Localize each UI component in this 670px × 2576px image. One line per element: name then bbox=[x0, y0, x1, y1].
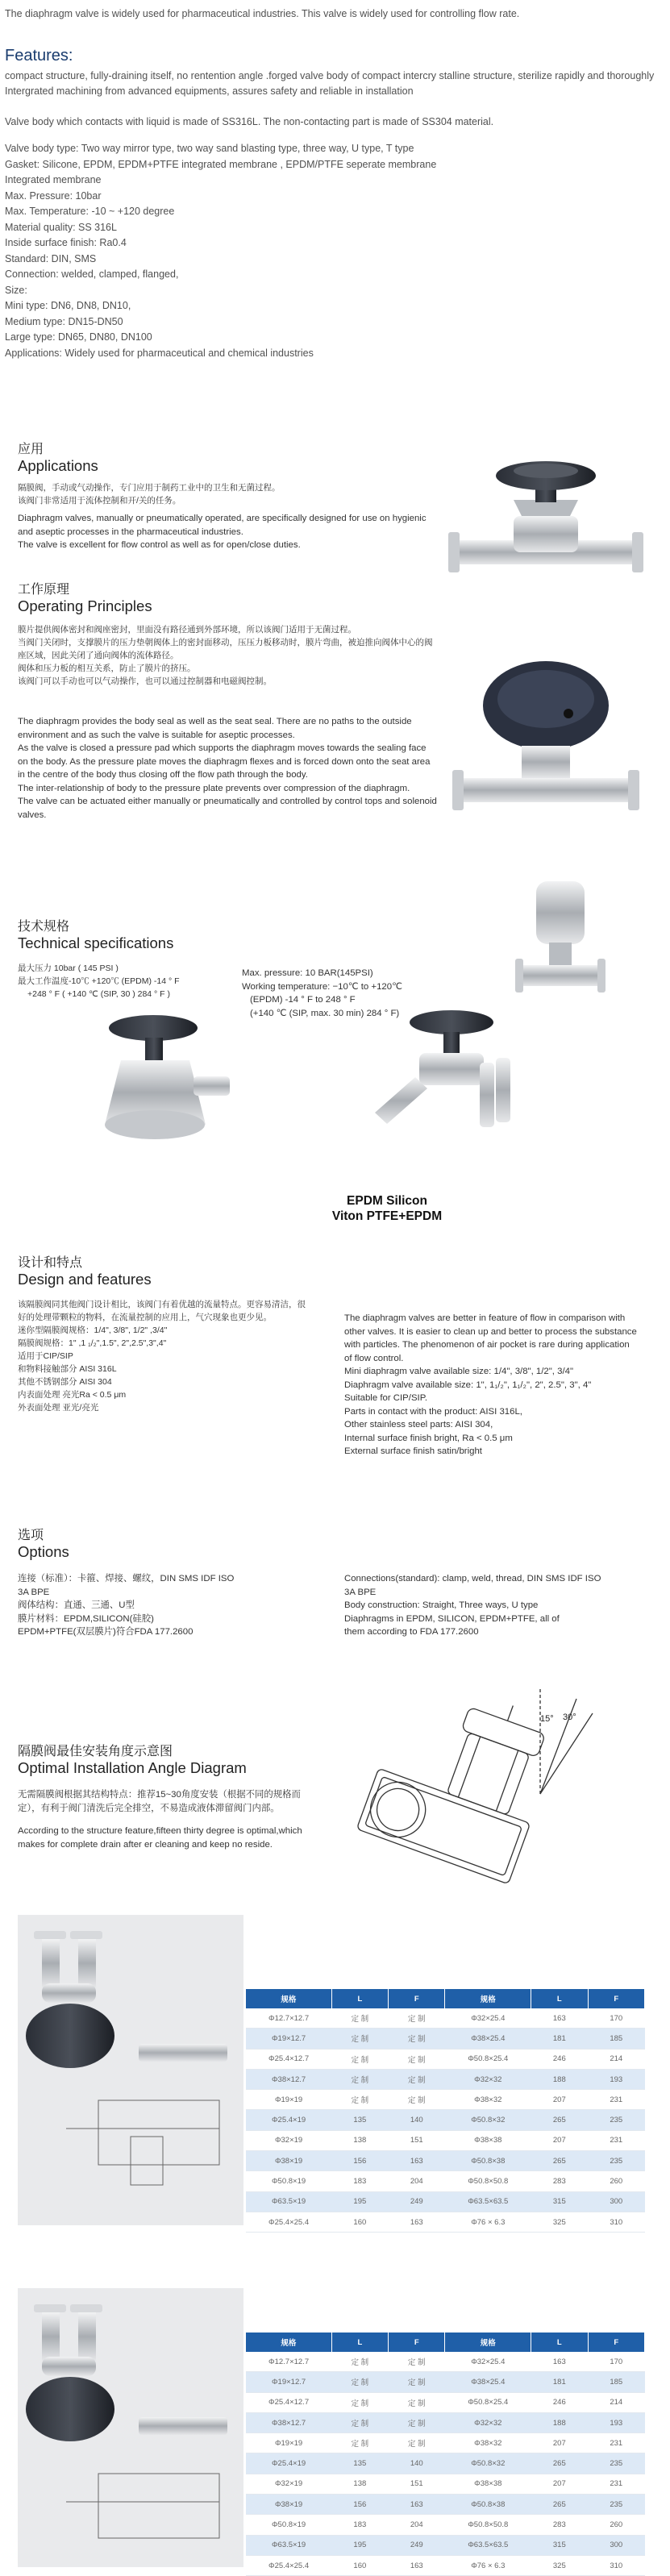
table-cell: Φ63.5×63.5 bbox=[445, 2535, 531, 2555]
table-row bbox=[246, 2191, 645, 2212]
table-row bbox=[246, 2069, 645, 2089]
body-text-en: Diaphragms in EPDM, SILICON, EPDM+PTFE, all of bbox=[344, 1613, 560, 1624]
table-row bbox=[246, 2151, 645, 2171]
column-header: F bbox=[588, 1989, 644, 2008]
section-title-cn: 应用 bbox=[18, 443, 44, 456]
table-cell: Φ32×25.4 bbox=[445, 2352, 531, 2372]
table-cell: 定 制 bbox=[389, 2352, 445, 2372]
section-title-cn: 隔膜阀最佳安装角度示意图 bbox=[18, 1745, 173, 1758]
body-text-en: Diaphragm valves, manually or pneumatically operated, are specifically designed for use on hygienic and aseptic processes in the pharmaceutical industries. bbox=[18, 514, 427, 537]
intro-section bbox=[5, 6, 664, 361]
section-title-cn: 设计和特点 bbox=[18, 1256, 83, 1270]
section-title-en: Operating Principles bbox=[18, 597, 152, 614]
table-cell: 315 bbox=[531, 2535, 588, 2555]
body-text-cn: 连接（标准）：卡箍、焊接、螺纹，DIN SMS IDF ISO bbox=[18, 1574, 235, 1583]
body-text-en: Internal surface finish bright, Ra < 0.5 μm bbox=[344, 1433, 513, 1443]
table-cell: Φ19×19 bbox=[246, 2433, 331, 2453]
table-cell: 170 bbox=[588, 2008, 644, 2029]
table-cell: 193 bbox=[588, 2412, 644, 2432]
body-text-cn: 隔膜阀规格：1" ,1 ₁/₂",1.5", 2",2.5",3",4" bbox=[18, 1338, 167, 1348]
body-text-cn: 隔膜阀，手动或气动操作，专门应用于制药工业中的卫生和无菌过程。 bbox=[18, 483, 281, 493]
spec-line: Medium type: DN15-DN50 bbox=[5, 315, 123, 327]
u-valve-photo-panel bbox=[18, 2288, 243, 2567]
body-text-en: The diaphragm valves are better in feature of flow in comparison with other valves. It is easier to clean up and better to process the substance with particles. The phenomenon of air pocket is rare during application of flow control. bbox=[344, 1313, 637, 1363]
table-row bbox=[246, 2555, 645, 2575]
table-cell: 定 制 bbox=[331, 2433, 388, 2453]
table-cell: Φ50.8×25.4 bbox=[445, 2049, 531, 2069]
table-cell: Φ32×32 bbox=[445, 2412, 531, 2432]
table-cell: Φ19×19 bbox=[246, 2090, 331, 2110]
contact-material-line: Valve body which contacts with liquid is made of SS316L. The non-contacting part is made of SS304 material. bbox=[5, 115, 494, 127]
table-cell: Φ25.4×19 bbox=[246, 2110, 331, 2130]
table-cell: 204 bbox=[389, 2515, 445, 2535]
intro-line: The diaphragm valve is widely used for pharmaceutical industries. This valve is widely used for controlling flow rate. bbox=[5, 8, 520, 19]
spec-line: Integrated membrane bbox=[5, 174, 102, 185]
table-cell: 定 制 bbox=[331, 2008, 388, 2029]
table-cell: 265 bbox=[531, 2151, 588, 2171]
table-row bbox=[246, 2110, 645, 2130]
table-row bbox=[246, 2392, 645, 2412]
material-caption bbox=[306, 1193, 468, 1224]
section-title-en: Technical specifications bbox=[18, 934, 174, 951]
body-text-en: (+140 ℃ (SIP, max. 30 min) 284 ° F) bbox=[250, 1008, 400, 1018]
options-section bbox=[18, 1528, 324, 1639]
table-cell: 185 bbox=[588, 2372, 644, 2392]
spec-line: Connection: welded, clamped, flanged, bbox=[5, 268, 179, 280]
body-text-cn: 内表面处理 亮光Ra < 0.5 μm bbox=[18, 1390, 127, 1400]
table-cell: 定 制 bbox=[331, 2352, 388, 2372]
table-row bbox=[246, 2171, 645, 2191]
table-cell: 283 bbox=[531, 2515, 588, 2535]
design-en-block bbox=[344, 1312, 639, 1459]
caption-line: EPDM Silicon bbox=[347, 1194, 427, 1208]
spec-line: Standard: DIN, SMS bbox=[5, 252, 97, 264]
table-cell: 310 bbox=[588, 2212, 644, 2232]
table-cell: 246 bbox=[531, 2049, 588, 2069]
table-cell: 156 bbox=[331, 2151, 388, 2171]
body-text-en: According to the structure feature,fifteen thirty degree is optimal,which makes for complete drain after er cleaning and keep no reside. bbox=[18, 1826, 302, 1850]
table-row bbox=[246, 2212, 645, 2232]
options-en-block bbox=[344, 1572, 651, 1639]
table-cell: 151 bbox=[389, 2474, 445, 2494]
table-cell: 定 制 bbox=[389, 2412, 445, 2432]
table-cell: 300 bbox=[588, 2191, 644, 2212]
body-text-cn: 3A BPE bbox=[18, 1587, 50, 1597]
body-text-en: (EPDM) -14 ° F to 248 ° F bbox=[250, 995, 356, 1005]
table-cell: 235 bbox=[588, 2110, 644, 2130]
table-row bbox=[246, 2372, 645, 2392]
body-text-en: The inter-relationship of body to the pressure plate prevents over compression of the diaphragm. bbox=[18, 783, 410, 793]
table-row bbox=[246, 2495, 645, 2515]
body-text-cn: 其他不锈钢部分 AISI 304 bbox=[18, 1377, 112, 1387]
table-cell: 定 制 bbox=[389, 2372, 445, 2392]
body-text-cn: 阀体结构：直通、三通、U型 bbox=[18, 1600, 135, 1610]
table-cell: Φ50.8×38 bbox=[445, 2151, 531, 2171]
table-cell: 188 bbox=[531, 2412, 588, 2432]
table-cell: 265 bbox=[531, 2453, 588, 2474]
table-cell: Φ38×32 bbox=[445, 2090, 531, 2110]
table-cell: 135 bbox=[331, 2110, 388, 2130]
features-title: Features: bbox=[5, 46, 73, 65]
column-header: F bbox=[389, 1989, 445, 2008]
spec-table-header bbox=[246, 1989, 645, 2008]
body-text-cn: 阀体和压力板的相互关系，防止了膜片的挤压。 bbox=[18, 664, 196, 673]
table-cell: 160 bbox=[331, 2555, 388, 2575]
table-header-row bbox=[246, 2333, 645, 2352]
body-text-en: them according to FDA 177.2600 bbox=[344, 1627, 479, 1637]
table-cell: 163 bbox=[531, 2352, 588, 2372]
table-cell: Φ50.8×25.4 bbox=[445, 2392, 531, 2412]
table-row bbox=[246, 2008, 645, 2029]
installation-angle-diagram bbox=[347, 1673, 621, 1907]
u-valve-photo-panel bbox=[18, 1915, 243, 2225]
table-cell: 定 制 bbox=[331, 2049, 388, 2069]
stainless-pneumatic-valve-image bbox=[512, 875, 609, 1004]
table-cell: 定 制 bbox=[331, 2372, 388, 2392]
spec-line: Max. Pressure: 10bar bbox=[5, 189, 102, 202]
table-cell: Φ32×19 bbox=[246, 2474, 331, 2494]
table-cell: Φ25.4×12.7 bbox=[246, 2049, 331, 2069]
angle-label-15: 15° bbox=[540, 1714, 554, 1724]
table-cell: 163 bbox=[389, 2151, 445, 2171]
table-cell: 207 bbox=[531, 2433, 588, 2453]
table-cell: Φ63.5×63.5 bbox=[445, 2191, 531, 2212]
table-cell: Φ63.5×19 bbox=[246, 2191, 331, 2212]
body-text-cn: 该阀门非常适用于流体控制和开/关的任务。 bbox=[18, 496, 181, 506]
spec-line: Gasket: Silicone, EPDM, EPDM+PTFE integrated membrane , EPDM/PTFE seperate membrane bbox=[5, 158, 437, 170]
body-text-cn: 该阀门可以手动也可以气动操作，也可以通过控制器和电磁阀控制。 bbox=[18, 676, 272, 686]
tank-bottom-valve-image bbox=[97, 1004, 234, 1145]
table-cell: 定 制 bbox=[331, 2090, 388, 2110]
body-text-cn: EPDM+PTFE(双层膜片)符合FDA 177.2600 bbox=[18, 1627, 194, 1637]
body-text-cn: 该隔膜阀同其他阀门设计相比，该阀门有着优越的流量特点。更容易清洁，很好的处理带颗粒的物料，在流量控制的应用上，气穴现象也更少见。 bbox=[18, 1300, 306, 1322]
body-text-en: As the valve is closed a pressure pad which supports the diaphragm moves towards the sealing face on the body. As the pressure plate moves the diaphragm flexes and is forced down onto the seat area in the centre of the body thus closing off the flow path through the body. bbox=[18, 743, 431, 780]
table-cell: Φ38×19 bbox=[246, 2495, 331, 2515]
spec-line: Applications: Widely used for pharmaceutical and chemical industries bbox=[5, 347, 314, 359]
body-text-en: Body construction: Straight, Three ways, U type bbox=[344, 1600, 539, 1610]
table-cell: Φ38×25.4 bbox=[445, 2029, 531, 2049]
body-text-en: External surface finish satin/bright bbox=[344, 1446, 482, 1456]
table-cell: 156 bbox=[331, 2495, 388, 2515]
table-cell: 定 制 bbox=[389, 2008, 445, 2029]
table-row bbox=[246, 2474, 645, 2494]
table-cell: Φ19×12.7 bbox=[246, 2029, 331, 2049]
body-text-en: The valve can be actuated either manually or pneumatically and controlled by control tops and solenoid valves. bbox=[18, 797, 437, 820]
table-cell: 定 制 bbox=[389, 2090, 445, 2110]
table-cell: 195 bbox=[331, 2535, 388, 2555]
spec-table bbox=[246, 2333, 645, 2576]
table-cell: 定 制 bbox=[389, 2069, 445, 2089]
body-text-cn: 适用于CIP/SIP bbox=[18, 1351, 73, 1361]
column-header: L bbox=[531, 1989, 588, 2008]
table-cell: 195 bbox=[331, 2191, 388, 2212]
table-cell: 265 bbox=[531, 2495, 588, 2515]
table-cell: Φ12.7×12.7 bbox=[246, 2008, 331, 2029]
column-header: L bbox=[531, 2333, 588, 2352]
spec-table-body bbox=[246, 2008, 645, 2233]
table-cell: 249 bbox=[389, 2535, 445, 2555]
table-cell: 231 bbox=[588, 2474, 644, 2494]
table-cell: 249 bbox=[389, 2191, 445, 2212]
table-cell: 188 bbox=[531, 2069, 588, 2089]
spec-table-body bbox=[246, 2352, 645, 2576]
table-cell: 163 bbox=[389, 2212, 445, 2232]
spec-line: Large type: DN65, DN80, DN100 bbox=[5, 331, 152, 343]
spec-line: Material quality: SS 316L bbox=[5, 221, 117, 233]
table-cell: 325 bbox=[531, 2212, 588, 2232]
body-text-cn: 外表面处理 亚光/亮光 bbox=[18, 1403, 99, 1413]
table-cell: Φ38×12.7 bbox=[246, 2069, 331, 2089]
section-title-en: Applications bbox=[18, 457, 98, 474]
table-cell: 定 制 bbox=[331, 2412, 388, 2432]
table-cell: 207 bbox=[531, 2090, 588, 2110]
table-cell: 283 bbox=[531, 2171, 588, 2191]
table-cell: 214 bbox=[588, 2392, 644, 2412]
column-header: 规格 bbox=[246, 2333, 331, 2352]
table-row bbox=[246, 2433, 645, 2453]
table-cell: 204 bbox=[389, 2171, 445, 2191]
body-text-en: Working temperature: −10℃ to +120℃ bbox=[242, 981, 402, 992]
column-header: L bbox=[331, 1989, 388, 2008]
table-cell: 207 bbox=[531, 2130, 588, 2150]
body-text-cn: 和物料接触部分 AISI 316L bbox=[18, 1364, 117, 1374]
table-cell: 185 bbox=[588, 2029, 644, 2049]
table-cell: Φ76 × 6.3 bbox=[445, 2555, 531, 2575]
body-text-en: Parts in contact with the product: AISI 316L, bbox=[344, 1406, 522, 1417]
table-cell: 181 bbox=[531, 2372, 588, 2392]
table-cell: Φ38×19 bbox=[246, 2151, 331, 2171]
table-cell: 260 bbox=[588, 2171, 644, 2191]
spec-list bbox=[5, 141, 664, 361]
table-row bbox=[246, 2049, 645, 2069]
operating-principles-section bbox=[18, 582, 437, 822]
table-cell: 定 制 bbox=[331, 2029, 388, 2049]
table-cell: 260 bbox=[588, 2515, 644, 2535]
table-cell: 300 bbox=[588, 2535, 644, 2555]
section-title-cn: 选项 bbox=[18, 1529, 44, 1542]
section-title-en: Optimal Installation Angle Diagram bbox=[18, 1759, 247, 1776]
angle-label-30: 30° bbox=[563, 1712, 576, 1722]
table-cell: 定 制 bbox=[389, 2433, 445, 2453]
body-text-cn: 无需隔膜阀根据其结构特点：推荐15~30角度安装（根据不同的规格而定），有利于阀门清洗后完全排空，不易造成液体滞留阀门内部。 bbox=[18, 1790, 301, 1813]
body-text-cn: 最大工作温度-10℃ +120℃ (EPDM) -14 ° F bbox=[18, 976, 180, 986]
table-cell: 138 bbox=[331, 2474, 388, 2494]
table-cell: 170 bbox=[588, 2352, 644, 2372]
table-cell: 163 bbox=[389, 2495, 445, 2515]
body-text-en: Connections(standard): clamp, weld, thread, DIN SMS IDF ISO bbox=[344, 1574, 601, 1583]
body-text-cn: 当阀门关闭时，支撑膜片的压力垫朝阀体上的密封面移动，压压力板移动时，膜片弯曲，被迫推向阀体中心的阀座区域，因此关闭了通向阀体的流体路径。 bbox=[18, 638, 433, 660]
body-text-cn: 最大压力 10bar ( 145 PSI ) bbox=[18, 963, 119, 973]
table-row bbox=[246, 2515, 645, 2535]
table-cell: Φ50.8×19 bbox=[246, 2171, 331, 2191]
table-row bbox=[246, 2412, 645, 2432]
table-cell: 214 bbox=[588, 2049, 644, 2069]
table-cell: 231 bbox=[588, 2090, 644, 2110]
applications-section bbox=[18, 442, 437, 552]
table-cell: 181 bbox=[531, 2029, 588, 2049]
table-row bbox=[246, 2130, 645, 2150]
table-header-row bbox=[246, 1989, 645, 2008]
column-header: L bbox=[331, 2333, 388, 2352]
design-section bbox=[18, 1255, 308, 1414]
table-cell: 231 bbox=[588, 2130, 644, 2150]
table-cell: Φ25.4×12.7 bbox=[246, 2392, 331, 2412]
table-cell: 定 制 bbox=[389, 2049, 445, 2069]
table-cell: 235 bbox=[588, 2453, 644, 2474]
table-row bbox=[246, 2090, 645, 2110]
pneumatic-diaphragm-valve-image bbox=[447, 657, 645, 830]
table-cell: Φ12.7×12.7 bbox=[246, 2352, 331, 2372]
table-cell: Φ38×38 bbox=[445, 2474, 531, 2494]
table-cell: 160 bbox=[331, 2212, 388, 2232]
table-cell: Φ50.8×38 bbox=[445, 2495, 531, 2515]
table-cell: Φ19×12.7 bbox=[246, 2372, 331, 2392]
column-header: F bbox=[389, 2333, 445, 2352]
table-row bbox=[246, 2453, 645, 2474]
table-cell: Φ63.5×19 bbox=[246, 2535, 331, 2555]
table-cell: 定 制 bbox=[389, 2029, 445, 2049]
table-cell: 265 bbox=[531, 2110, 588, 2130]
table-cell: 231 bbox=[588, 2433, 644, 2453]
table-cell: 325 bbox=[531, 2555, 588, 2575]
table-cell: 193 bbox=[588, 2069, 644, 2089]
table-cell: Φ32×32 bbox=[445, 2069, 531, 2089]
table-cell: 183 bbox=[331, 2515, 388, 2535]
spec-line: Size: bbox=[5, 284, 27, 296]
spec-line: Inside surface finish: Ra0.4 bbox=[5, 237, 127, 248]
spec-line: Valve body type: Two way mirror type, two way sand blasting type, three way, U type, T type bbox=[5, 143, 414, 154]
table-row bbox=[246, 2535, 645, 2555]
body-text-en: Max. pressure: 10 BAR(145PSI) bbox=[242, 968, 373, 978]
table-cell: 151 bbox=[389, 2130, 445, 2150]
table-cell: 定 制 bbox=[331, 2392, 388, 2412]
table-cell: Φ50.8×32 bbox=[445, 2110, 531, 2130]
column-header: F bbox=[588, 2333, 644, 2352]
body-text-cn: 膜片提供阀体密封和阀座密封，里面没有路径通到外部环境，所以该阀门适用于无菌过程。 bbox=[18, 625, 356, 635]
table-cell: 235 bbox=[588, 2151, 644, 2171]
table-cell: Φ76 × 6.3 bbox=[445, 2212, 531, 2232]
caption-line: Viton PTFE+EPDM bbox=[331, 1209, 443, 1223]
table-row bbox=[246, 2352, 645, 2372]
table-cell: 207 bbox=[531, 2474, 588, 2494]
table-cell: Φ25.4×25.4 bbox=[246, 2212, 331, 2232]
table-cell: Φ32×19 bbox=[246, 2130, 331, 2150]
table-cell: Φ25.4×19 bbox=[246, 2453, 331, 2474]
table-cell: Φ38×38 bbox=[445, 2130, 531, 2150]
table-cell: 140 bbox=[389, 2110, 445, 2130]
body-text-en: Mini diaphragm valve available size: 1/4", 3/8", 1/2", 3/4" bbox=[344, 1367, 574, 1376]
body-text-en: Suitable for CIP/SIP. bbox=[344, 1393, 427, 1403]
body-text-cn: 膜片材料：EPDM,SILICON(硅胶) bbox=[18, 1613, 154, 1624]
table-cell: Φ25.4×25.4 bbox=[246, 2555, 331, 2575]
table-cell: 163 bbox=[389, 2555, 445, 2575]
section-title-cn: 技术规格 bbox=[18, 920, 70, 934]
body-text-cn: +248 ° F ( +140 ℃ (SIP, 30 ) 284 ° F ) bbox=[27, 989, 170, 999]
table-cell: 235 bbox=[588, 2495, 644, 2515]
column-header: 规格 bbox=[445, 1989, 531, 2008]
table-cell: Φ50.8×50.8 bbox=[445, 2171, 531, 2191]
body-text-en: 3A BPE bbox=[344, 1587, 377, 1597]
table-cell: Φ32×25.4 bbox=[445, 2008, 531, 2029]
table-row bbox=[246, 2029, 645, 2049]
column-header: 规格 bbox=[246, 1989, 331, 2008]
features-text: compact structure, fully-draining itself, no rentention angle .forged valve body of compact intercry stalline structure, sterilize rapidly and thoroughly Intergrated machining from advanced equipments, assures safety and reliable in installation bbox=[5, 69, 655, 97]
table-cell: Φ38×25.4 bbox=[445, 2372, 531, 2392]
u-type-valve-image bbox=[367, 1000, 528, 1137]
table-cell: 定 制 bbox=[331, 2069, 388, 2089]
body-text-en: Diaphragm valve available size: 1", 1₁/₂", 1₁/₂", 2", 2.5", 3", 4" bbox=[344, 1380, 592, 1390]
spec-table bbox=[246, 1989, 645, 2233]
body-text-en: Other stainless steel parts: AISI 304, bbox=[344, 1420, 493, 1429]
table-cell: 310 bbox=[588, 2555, 644, 2575]
section-title-en: Design and features bbox=[18, 1271, 152, 1288]
table-cell: Φ50.8×50.8 bbox=[445, 2515, 531, 2535]
section-title-en: Options bbox=[18, 1543, 69, 1560]
table-cell: 138 bbox=[331, 2130, 388, 2150]
table-cell: 315 bbox=[531, 2191, 588, 2212]
body-text-en: The diaphragm provides the body seal as well as the seat seal. There are no paths to the outside environment and as such the valve is suitable for aseptic processes. bbox=[18, 717, 412, 740]
table-cell: 163 bbox=[531, 2008, 588, 2029]
table-cell: Φ38×32 bbox=[445, 2433, 531, 2453]
table-cell: 定 制 bbox=[389, 2392, 445, 2412]
manual-diaphragm-valve-image bbox=[445, 452, 647, 593]
spec-line: Max. Temperature: -10 ~ +120 degree bbox=[5, 206, 175, 217]
table-cell: 246 bbox=[531, 2392, 588, 2412]
table-cell: Φ38×12.7 bbox=[246, 2412, 331, 2432]
body-text-en: The valve is excellent for flow control as well as for open/close duties. bbox=[18, 540, 301, 550]
section-title-cn: 工作原理 bbox=[18, 583, 70, 597]
table-cell: Φ50.8×19 bbox=[246, 2515, 331, 2535]
technical-section bbox=[18, 919, 243, 1001]
spec-table-header bbox=[246, 2333, 645, 2352]
table-cell: 135 bbox=[331, 2453, 388, 2474]
spec-line: Mini type: DN6, DN8, DN10, bbox=[5, 300, 131, 311]
body-text-cn: 迷你型隔膜阀规格：1/4", 3/8", 1/2" ,3/4" bbox=[18, 1325, 168, 1335]
table-cell: 183 bbox=[331, 2171, 388, 2191]
angle-section bbox=[18, 1744, 308, 1851]
table-cell: 140 bbox=[389, 2453, 445, 2474]
column-header: 规格 bbox=[445, 2333, 531, 2352]
table-cell: Φ50.8×32 bbox=[445, 2453, 531, 2474]
